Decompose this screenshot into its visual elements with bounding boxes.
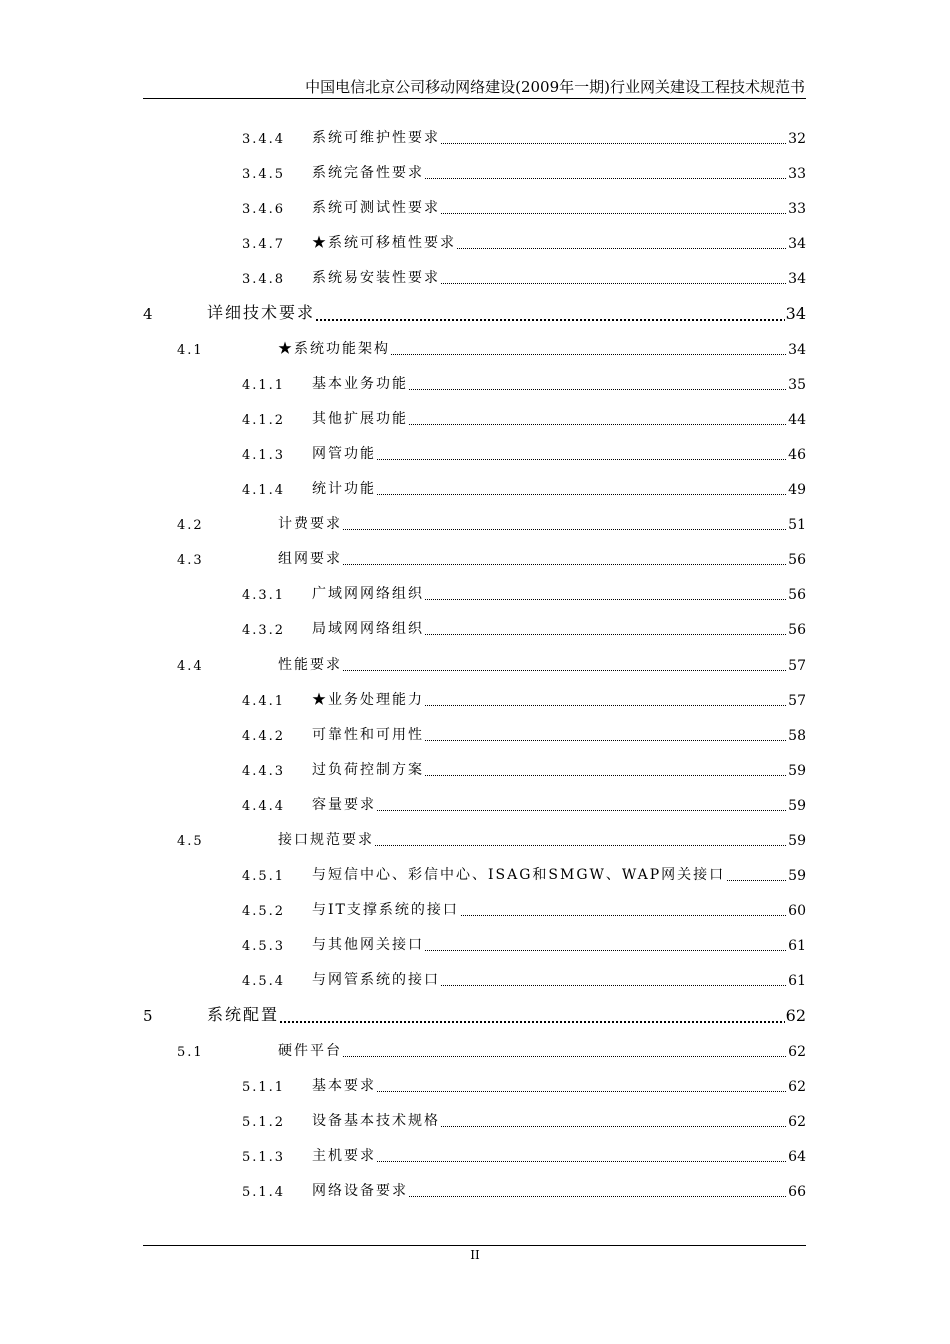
toc-entry-number: 4.5.3 [242, 939, 286, 954]
toc-dot-leader [312, 1161, 790, 1162]
toc-entry[interactable] [0, 1003, 950, 1027]
toc-entry-title: 与网管系统的接口 [312, 969, 441, 989]
toc-entry[interactable] [0, 687, 950, 711]
toc-entry-page: 62 [788, 1079, 806, 1095]
toc-entry[interactable] [0, 1038, 950, 1062]
toc-entry-title: 基本业务功能 [312, 373, 409, 393]
footer-page-number: II [470, 1248, 480, 1262]
toc-entry-title: 组网要求 [278, 548, 343, 568]
toc-entry-page: 34 [785, 304, 806, 323]
toc-entry[interactable] [0, 546, 950, 570]
toc-entry-number: 5 [143, 1007, 155, 1025]
toc-entry-page: 34 [788, 236, 806, 252]
toc-entry-title: 其他扩展功能 [312, 408, 409, 428]
toc-entry-title: 性能要求 [278, 654, 343, 674]
toc-entry[interactable] [0, 1143, 950, 1167]
toc-entry-page: 62 [785, 1006, 806, 1025]
toc-entry-number: 4.5 [177, 834, 204, 849]
toc-entry-title: 网络设备要求 [312, 1180, 409, 1200]
toc-entry[interactable] [0, 1108, 950, 1132]
toc-entry-title: 系统可维护性要求 [312, 127, 441, 147]
toc-entry-title: 基本要求 [312, 1075, 377, 1095]
toc-entry-title: 设备基本技术规格 [312, 1110, 441, 1130]
toc-entry[interactable] [0, 441, 950, 465]
toc-entry[interactable] [0, 652, 950, 676]
toc-entry-number: 5.1.3 [242, 1150, 286, 1165]
toc-entry-page: 35 [788, 377, 806, 393]
toc-entry-number: 3.4.5 [242, 167, 286, 182]
toc-entry[interactable] [0, 1073, 950, 1097]
toc-entry-title: ★系统可移植性要求 [312, 232, 457, 252]
toc-entry[interactable] [0, 616, 950, 640]
toc-dot-leader [312, 494, 790, 495]
toc-entry-page: 57 [788, 658, 806, 674]
toc-entry[interactable] [0, 160, 950, 184]
toc-entry-title: 接口规范要求 [278, 829, 375, 849]
toc-entry-page: 61 [788, 938, 806, 954]
toc-entry-number: 5.1.2 [242, 1115, 286, 1130]
toc-entry-number: 4.1.1 [242, 378, 286, 393]
toc-entry[interactable] [0, 897, 950, 921]
toc-entry-page: 66 [788, 1184, 806, 1200]
footer-divider [143, 1245, 806, 1246]
toc-entry-page: 59 [788, 798, 806, 814]
toc-entry[interactable] [0, 230, 950, 254]
toc-entry-page: 33 [788, 166, 806, 182]
toc-entry-page: 56 [788, 552, 806, 568]
toc-entry-number: 4.1.4 [242, 483, 286, 498]
toc-entry[interactable] [0, 195, 950, 219]
toc-entry-number: 4.2 [177, 518, 204, 533]
toc-entry-title: 网管功能 [312, 443, 377, 463]
toc-entry-page: 62 [788, 1044, 806, 1060]
toc-entry-number: 4.1.2 [242, 413, 286, 428]
toc-dot-leader [278, 1056, 790, 1057]
toc-entry[interactable] [0, 757, 950, 781]
toc-entry[interactable] [0, 827, 950, 851]
toc-entry[interactable] [0, 336, 950, 360]
toc-entry-page: 60 [788, 903, 806, 919]
toc-entry-title: 系统可测试性要求 [312, 197, 441, 217]
toc-entry[interactable] [0, 476, 950, 500]
toc-entry-title: 与IT支撑系统的接口 [312, 899, 460, 919]
toc-entry[interactable] [0, 581, 950, 605]
toc-entry-number: 4.4.2 [242, 729, 286, 744]
toc-entry-page: 34 [788, 271, 806, 287]
toc-entry-page: 64 [788, 1149, 806, 1165]
toc-entry-title: ★业务处理能力 [312, 689, 425, 709]
toc-entry-number: 4.5.4 [242, 974, 286, 989]
toc-entry-number: 3.4.7 [242, 237, 286, 252]
toc-entry-number: 4.5.1 [242, 869, 286, 884]
toc-entry[interactable] [0, 932, 950, 956]
toc-entry-title: 统计功能 [312, 478, 377, 498]
toc-entry-number: 5.1.4 [242, 1185, 286, 1200]
toc-entry-title: 系统易安装性要求 [312, 267, 441, 287]
toc-entry-page: 44 [788, 412, 806, 428]
header-divider [143, 98, 806, 99]
toc-dot-leader [312, 459, 790, 460]
toc-entry[interactable] [0, 265, 950, 289]
toc-entry-page: 56 [788, 622, 806, 638]
document-header-title: 中国电信北京公司移动网络建设(2009年一期)行业网关建设工程技术规范书 [305, 78, 805, 96]
toc-entry[interactable] [0, 792, 950, 816]
toc-entry[interactable] [0, 371, 950, 395]
toc-dot-leader [312, 1091, 790, 1092]
toc-dot-leader [278, 529, 790, 530]
toc-entry-title: 详细技术要求 [207, 300, 316, 323]
toc-entry-page: 49 [788, 482, 806, 498]
toc-entry-number: 4.3 [177, 553, 204, 568]
toc-entry-number: 4.5.2 [242, 904, 286, 919]
toc-entry[interactable] [0, 967, 950, 991]
toc-entry-title: 与其他网关接口 [312, 934, 425, 954]
toc-entry-title: 与短信中心、彩信中心、ISAG和SMGW、WAP网关接口 [312, 864, 726, 884]
toc-entry-page: 34 [788, 342, 806, 358]
toc-dot-leader [312, 810, 790, 811]
toc-entry-number: 4 [143, 305, 155, 323]
toc-entry-title: 硬件平台 [278, 1040, 343, 1060]
toc-entry-number: 5.1.1 [242, 1080, 286, 1095]
toc-entry-number: 4.1 [177, 343, 204, 358]
toc-dot-leader [207, 1021, 790, 1023]
toc-entry-page: 33 [788, 201, 806, 217]
toc-entry-title: 过负荷控制方案 [312, 759, 425, 779]
toc-entry-page: 61 [788, 973, 806, 989]
toc-entry-number: 3.4.4 [242, 132, 286, 147]
toc-entry-title: 主机要求 [312, 1145, 377, 1165]
toc-entry-title: 系统配置 [207, 1002, 280, 1025]
toc-entry-number: 5.1 [177, 1045, 204, 1060]
toc-entry[interactable] [0, 125, 950, 149]
toc-entry-page: 51 [788, 517, 806, 533]
toc-entry-page: 58 [788, 728, 806, 744]
toc-entry-number: 3.4.8 [242, 272, 286, 287]
toc-entry-title: 容量要求 [312, 794, 377, 814]
toc-entry-number: 4.4.3 [242, 764, 286, 779]
toc-entry-title: 可靠性和可用性 [312, 724, 425, 744]
toc-entry[interactable] [0, 406, 950, 430]
toc-entry-number: 3.4.6 [242, 202, 286, 217]
toc-entry-page: 57 [788, 693, 806, 709]
toc-entry-page: 59 [788, 868, 806, 884]
toc-entry[interactable] [0, 511, 950, 535]
toc-entry-number: 4.1.3 [242, 448, 286, 463]
toc-entry-page: 62 [788, 1114, 806, 1130]
toc-entry-title: 局域网网络组织 [312, 618, 425, 638]
toc-entry-page: 56 [788, 587, 806, 603]
toc-entry-title: 计费要求 [278, 513, 343, 533]
toc-entry-number: 4.4.4 [242, 799, 286, 814]
toc-entry-title: ★系统功能架构 [278, 338, 391, 358]
toc-entry-title: 系统完备性要求 [312, 162, 425, 182]
toc-entry-number: 4.3.1 [242, 588, 286, 603]
toc-entry[interactable] [0, 862, 950, 886]
toc-entry-title: 广域网网络组织 [312, 583, 425, 603]
toc-entry-page: 59 [788, 763, 806, 779]
toc-entry-number: 4.4.1 [242, 694, 286, 709]
toc-dot-leader [278, 670, 790, 671]
toc-entry-page: 32 [788, 131, 806, 147]
toc-entry[interactable] [0, 301, 950, 325]
toc-entry-page: 59 [788, 833, 806, 849]
toc-entry[interactable] [0, 722, 950, 746]
toc-dot-leader [278, 564, 790, 565]
toc-entry-number: 4.3.2 [242, 623, 286, 638]
toc-entry[interactable] [0, 1178, 950, 1202]
toc-entry-page: 46 [788, 447, 806, 463]
toc-entry-number: 4.4 [177, 659, 204, 674]
